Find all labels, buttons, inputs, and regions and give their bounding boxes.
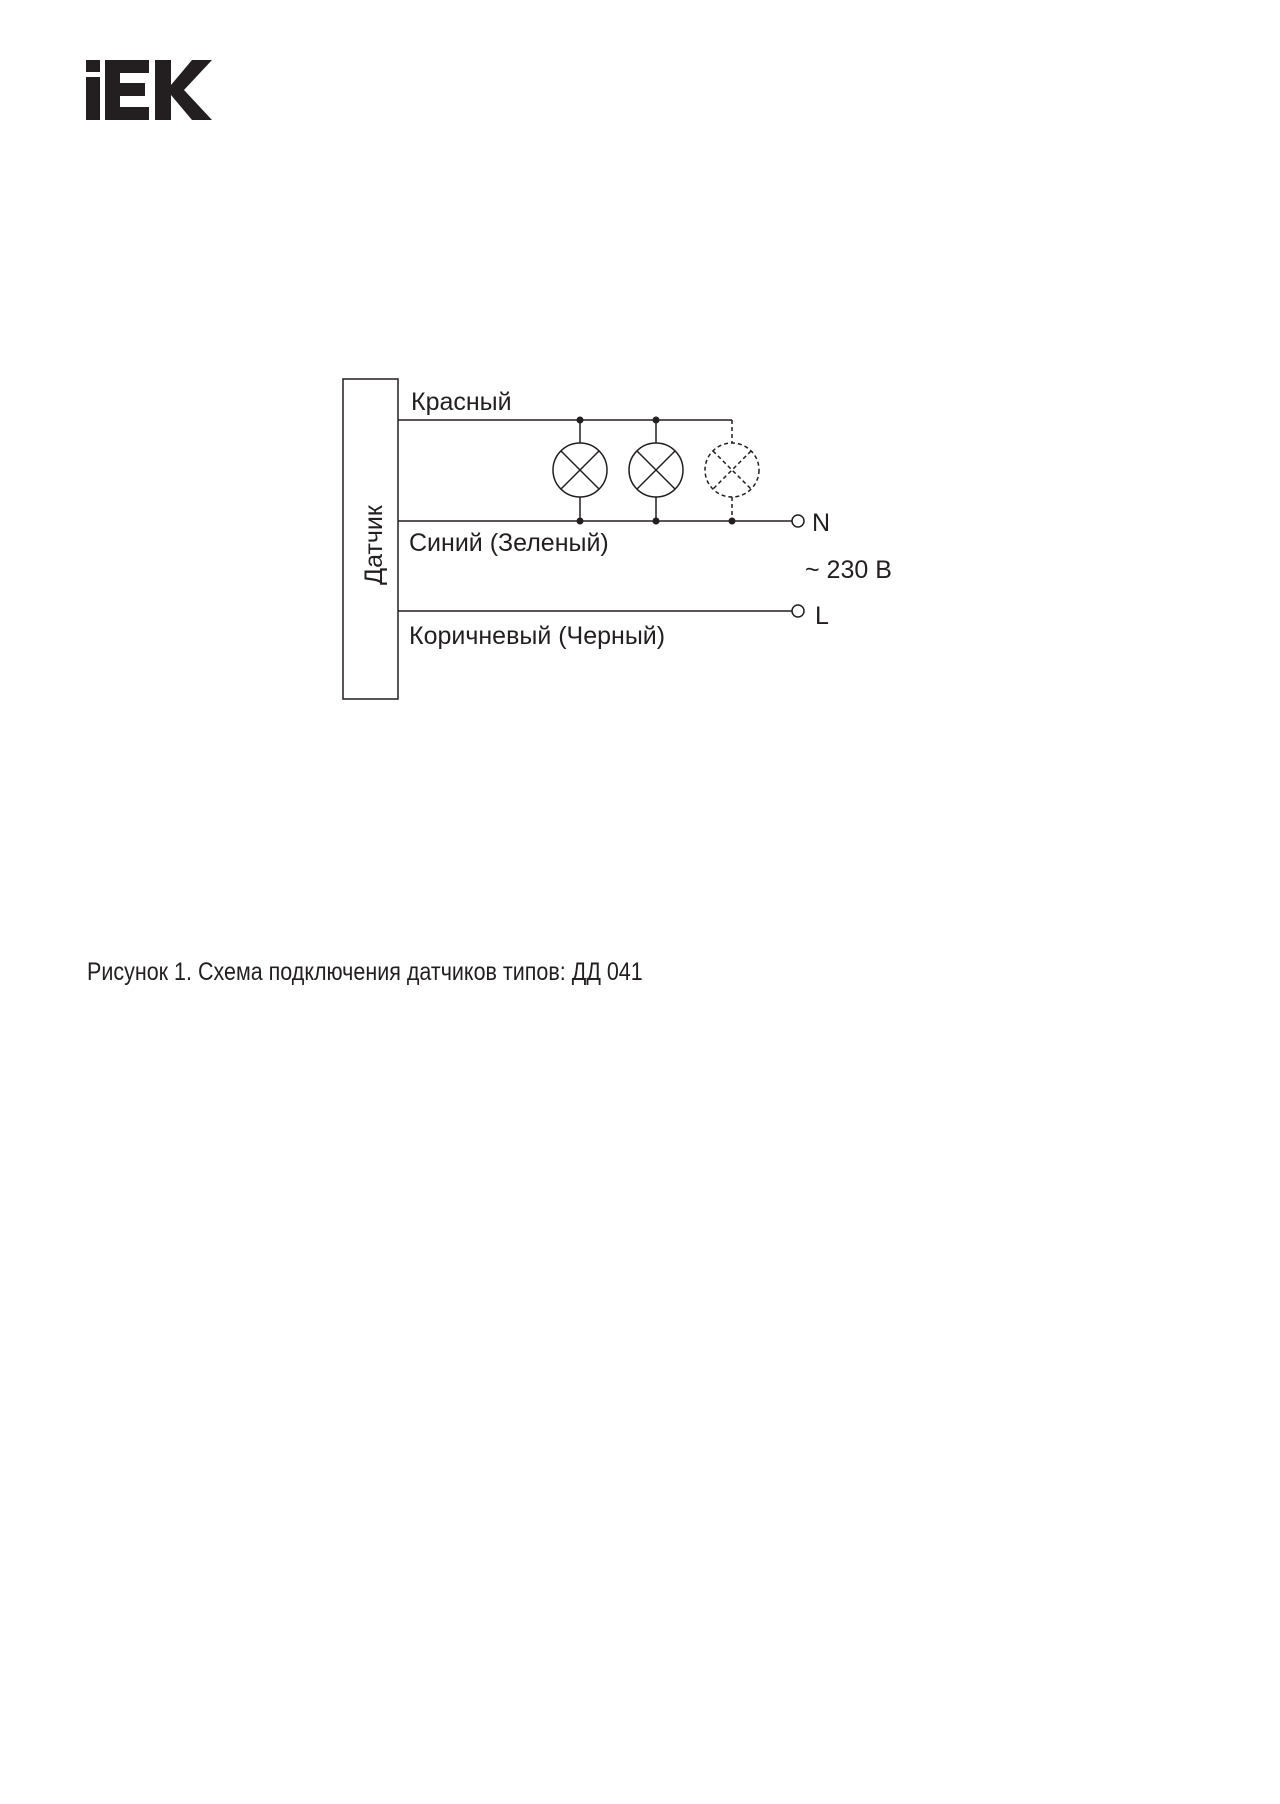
lamp-icon xyxy=(629,417,683,525)
optional-lamp-icon xyxy=(705,420,759,525)
terminal-l-icon xyxy=(792,605,804,617)
red-wire-label: Красный xyxy=(411,388,512,416)
brown-wire-label: Коричневый (Черный) xyxy=(409,622,666,650)
sensor-label: Датчик xyxy=(360,505,388,585)
terminal-l-label: L xyxy=(815,602,829,630)
voltage-label: ~ 230 В xyxy=(805,556,892,584)
wiring-diagram xyxy=(0,0,1280,760)
figure-caption: Рисунок 1. Схема подключения датчиков типов: ДД 041 xyxy=(87,958,643,986)
terminal-n-label: N xyxy=(812,509,831,537)
lamp-icon xyxy=(553,417,607,525)
blue-wire-label: Синий (Зеленый) xyxy=(409,529,609,557)
terminal-n-icon xyxy=(792,515,804,527)
